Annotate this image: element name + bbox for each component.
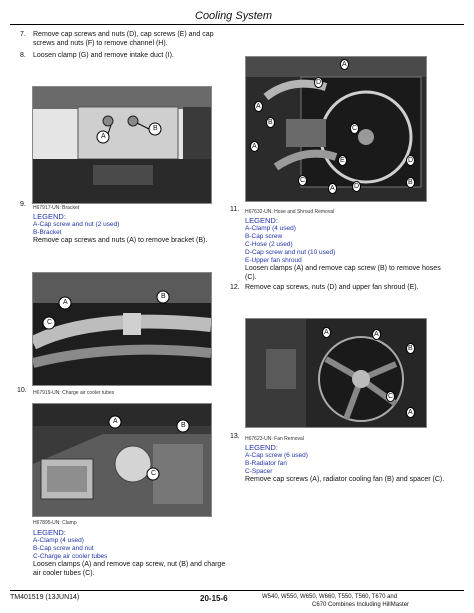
photo5-label: A — [374, 331, 379, 338]
step-11-legend-heading: LEGEND: — [245, 216, 278, 225]
step-9-caption: H67917-UN: Bracket — [33, 205, 80, 211]
clamp-photo — [32, 403, 212, 517]
step-11-text: Loosen clamps (A) and remove cap screw (B) to remove hoses (C). — [245, 265, 441, 281]
charge-air-cooler-photo — [32, 272, 212, 386]
step-13-number: 13. — [230, 433, 240, 440]
header-rule — [10, 24, 464, 25]
photo4-label: B — [408, 179, 413, 186]
models-line-2: C670 Combines Including HillMaster — [312, 602, 410, 608]
photo4-label: A — [252, 143, 257, 150]
doc-number: TM401519 (13JUN14) — [10, 594, 80, 601]
page-number: 20-15-6 — [200, 594, 228, 603]
clamp-caption: H67895-UN: Clamp — [33, 520, 77, 526]
step-12-text: Remove cap screws, nuts (D) and upper fan shroud (E). — [245, 284, 419, 291]
step-11-caption: H67632-UN: Hose and Shroud Removal — [245, 209, 335, 215]
step-9-number: 9. — [20, 201, 26, 208]
footer-rule — [10, 590, 464, 591]
step-11-legend-item: D-Cap screw and nut (10 used) — [245, 249, 336, 256]
photo4-label: A — [256, 103, 261, 110]
photo4-label: E — [340, 157, 345, 164]
step-13-caption: H67623-UN: Fan Removal — [245, 436, 304, 442]
photo3-label-a: A — [113, 418, 118, 425]
step-9-text: Remove cap screws and nuts (A) to remove bracket (B). — [33, 237, 208, 244]
step-11-legend-item: B-Cap screw — [245, 233, 283, 240]
step-8-number: 8. — [20, 52, 26, 59]
step-11-legend-item: E-Upper fan shroud — [245, 257, 302, 264]
step-12-number: 12. — [230, 284, 240, 291]
step-9-legend-heading: LEGEND: — [33, 212, 66, 221]
step-11-number: 11. — [230, 206, 240, 213]
photo1-label-b: B — [153, 125, 158, 132]
step-11-legend-item: A-Clamp (4 used) — [245, 225, 296, 232]
step-9-legend-item: A-Cap screw and nut (2 used) — [33, 221, 120, 228]
photo2-label-b: B — [161, 293, 166, 300]
photo4-label: B — [268, 119, 273, 126]
photo4-label: D — [354, 183, 360, 190]
clamp-legend-item: C-Charge air cooler tubes — [33, 553, 108, 560]
clamp-legend-item: A-Clamp (4 used) — [33, 537, 84, 544]
photo4-label: C — [352, 125, 358, 132]
photo4-label: A — [342, 61, 347, 68]
step-11-legend-item: C-Hose (2 used) — [245, 241, 293, 248]
photo5-label: B — [408, 345, 413, 352]
models-line-1: W540, W550, W650, W660, T550, T560, T670 and — [262, 594, 398, 600]
step-8-text: Loosen clamp (G) and remove intake duct (I). — [33, 52, 174, 59]
photo4-label: A — [330, 185, 335, 192]
photo4-label: D — [316, 79, 322, 86]
photo4-label: C — [300, 177, 306, 184]
photo5-label: C — [388, 393, 394, 400]
hose-shroud-photo — [245, 56, 427, 202]
clamp-legend-item: B-Cap screw and nut — [33, 545, 94, 552]
photo2-label-a: A — [63, 299, 68, 306]
fan-removal-photo — [245, 318, 427, 428]
photo5-label: A — [408, 409, 413, 416]
step-7-text: Remove cap screws and nuts (D), cap screws (E) and cap screws and nuts (F) to remove channel (H). — [33, 31, 214, 47]
photo3-label-c: C — [151, 470, 157, 477]
step-10-number: 10. — [17, 387, 27, 394]
page-title: Cooling System — [195, 10, 273, 22]
photo1-label-a: A — [101, 133, 106, 140]
clamp-legend-heading: LEGEND: — [33, 528, 66, 537]
step-9-legend-item: B-Bracket — [33, 229, 62, 236]
step-7-number: 7. — [20, 31, 26, 38]
step-13-legend-item: B-Radiator fan — [245, 460, 287, 467]
step-13-text: Remove cap screws (A), radiator cooling fan (B) and spacer (C). — [245, 476, 445, 483]
step-13-legend-item: C-Spacer — [245, 468, 273, 475]
step-10-caption: H67919-UN: Charge air cooler tubes — [33, 390, 115, 396]
clamp-text: Loosen clamps (A) and remove cap screw, nut (B) and charge air cooler tubes (C). — [33, 561, 226, 577]
bracket-photo — [32, 86, 212, 204]
step-13-legend-item: A-Cap screw (6 used) — [245, 452, 308, 459]
photo2-label-c: C — [47, 319, 53, 326]
photo4-label: D — [408, 157, 414, 164]
photo5-label: A — [324, 329, 329, 336]
step-13-legend-heading: LEGEND: — [245, 443, 278, 452]
photo3-label-b: B — [181, 422, 186, 429]
